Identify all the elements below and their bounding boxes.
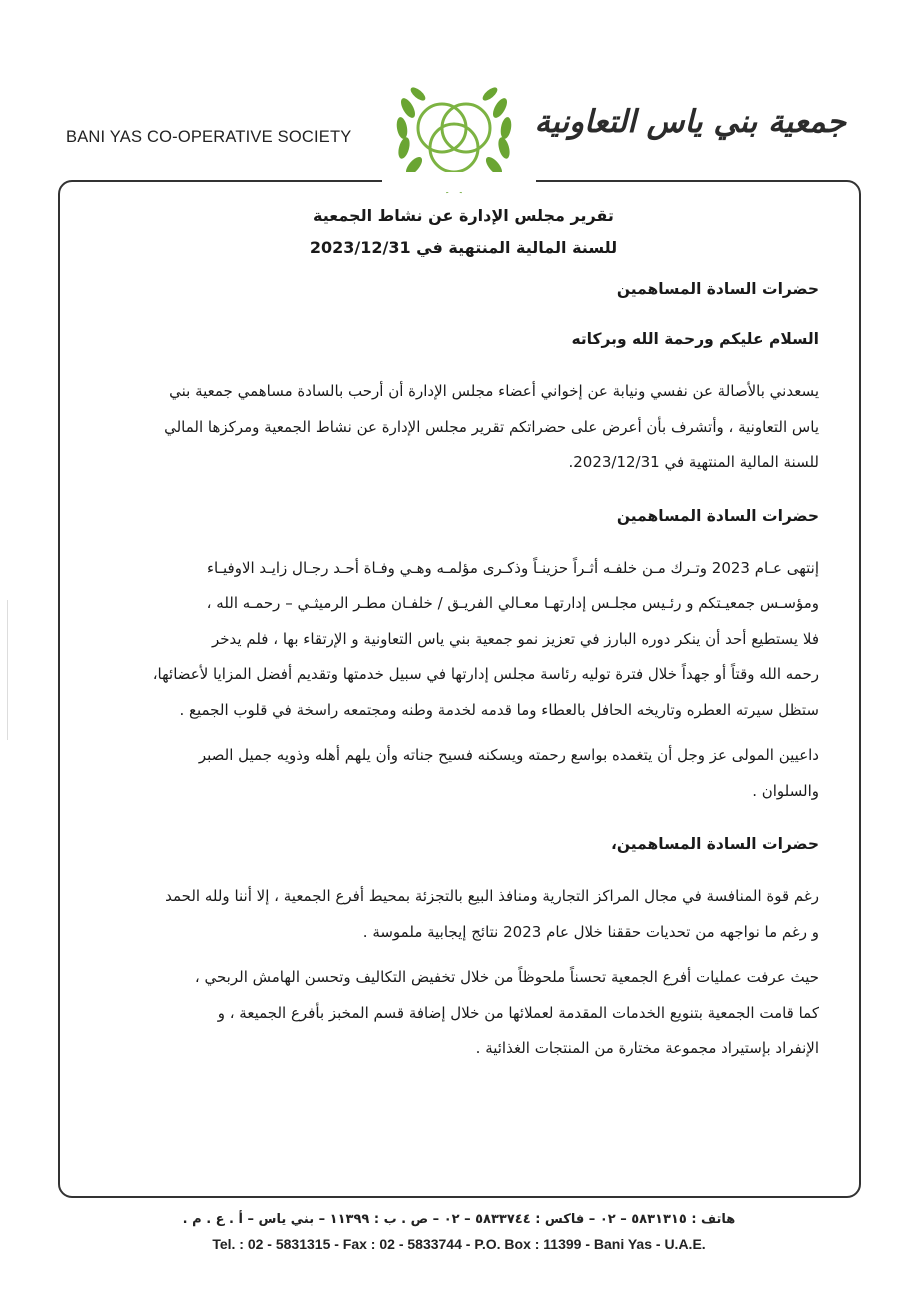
paragraph-line: رحمه الله وقتاً أو جهداً خلال فترة توليه رئاسة مجلس إدارتها في سبيل خدمتها وتقديم أفضل المزايا لأعضائها، [152,665,819,683]
paragraph-competition [108,879,819,950]
paragraph-line: فلا يستطيع أحد أن ينكر دوره البارز في تعزيز نمو جمعية بني ياس التعاونية و الإرتقاء بها ، فلم يدخر [211,629,819,648]
paragraph-line: إنتهى عـام 2023 وتـرك مـن خلفـه أثـراً حزينـاً وذكـرى مؤلمـه وهـي وفـاة أحـد رجـال زايـد الاوفيـاء [206,558,819,577]
footer-contact-arabic: هاتف : ٥٨٣١٣١٥ – ٠٢ – فاكس : ٥٨٣٣٧٤٤ – ٠٢ – ص . ب : ١١٣٩٩ – بني ياس – أ . ع . م . [182,1212,736,1227]
paragraph-line: و رغم ما نواجهه من تحديات حققنا خلال عام 2023 نتائج إيجابية ملموسة . [362,922,819,941]
salutation-heading-1: حضرات السادة المساهمين [616,280,819,298]
greeting: السلام عليكم ورحمة الله وبركاته [571,330,819,348]
org-name-english: BANI YAS CO-OPERATIVE SOCIETY [66,128,352,146]
report-title-line1: تقرير مجلس الإدارة عن نشاط الجمعية [313,206,614,225]
paragraph-line: والسلوان . [752,781,819,800]
paragraph-line: الإنفراد بإستيراد مجموعة مختارة من المنتجات الغذائية . [475,1039,819,1057]
paragraph-line: كما قامت الجمعية بتنويع الخدمات المقدمة لعملائها من خلال إضافة قسم المخبز بأفرع الجميعة ، و [217,1003,819,1022]
paragraph-line: للسنة المالية المنتهية في 2023/12/31. [568,453,819,471]
paragraph-line: ومؤسـس جمعيـتكم و رئـيس مجلـس إدارتهـا معـالي الفريـق / خلفـان مطـر الرميثـي – رحمـه الله ، [206,594,819,612]
paragraph-line: ستظل سيرته العطره وتاريخه الحافل بالعطاء وما قدمه لخدمة وطنه ومجتمعه راسخة في قلوب الجميع . [179,700,819,719]
scan-margin-mark [7,600,8,740]
footer-contact-english: Tel. : 02 - 5831315 - Fax : 02 - 5833744 - P.O. Box : 11399 - Bani Yas - U.A.E. [212,1236,706,1252]
report-body [108,200,819,1067]
org-name-arabic: جمعية بني ياس التعاونية [534,104,846,140]
salutation-heading-3: حضرات السادة المساهمين، [610,835,819,853]
salutation-heading-2: حضرات السادة المساهمين [616,506,819,525]
report-title [108,200,819,264]
report-title-line2: للسنة المالية المنتهية في 2023/12/31 [309,238,618,257]
paragraph-line: داعيين المولى عز وجل أن يتغمده بواسع رحمته ويسكنه فسيح جناته وأن يلهم أهله وذويه جميل الصبر [198,746,819,764]
frame-logo-gap [382,172,536,192]
paragraph-line: ياس التعاونية ، وأتشرف بأن أعرض على حضراتكم تقرير مجلس الإدارة عن نشاط الجمعية ومركزها المالي [164,417,819,436]
paragraph-prayer [108,738,819,809]
paragraph-line: حيث عرفت عمليات أفرع الجمعية تحسناً ملحوظاً من خلال تخفيض التكاليف وتحسن الهامش الربحي ، [194,968,819,986]
paragraph-tribute [108,551,819,729]
paragraph-welcome [108,374,819,481]
paragraph-operations [108,960,819,1067]
paragraph-line: رغم قوة المنافسة في مجال المراكز التجارية ومنافذ البيع بالتجزئة بمحيط أفرع الجمعية ، إلا أننا ولله الحمد [165,887,819,905]
paragraph-line: يسعدني بالأصالة عن نفسي ونيابة عن إخواني أعضاء مجلس الإدارة أن أرحب بالسادة مساهمي جمعية بني [169,382,819,400]
